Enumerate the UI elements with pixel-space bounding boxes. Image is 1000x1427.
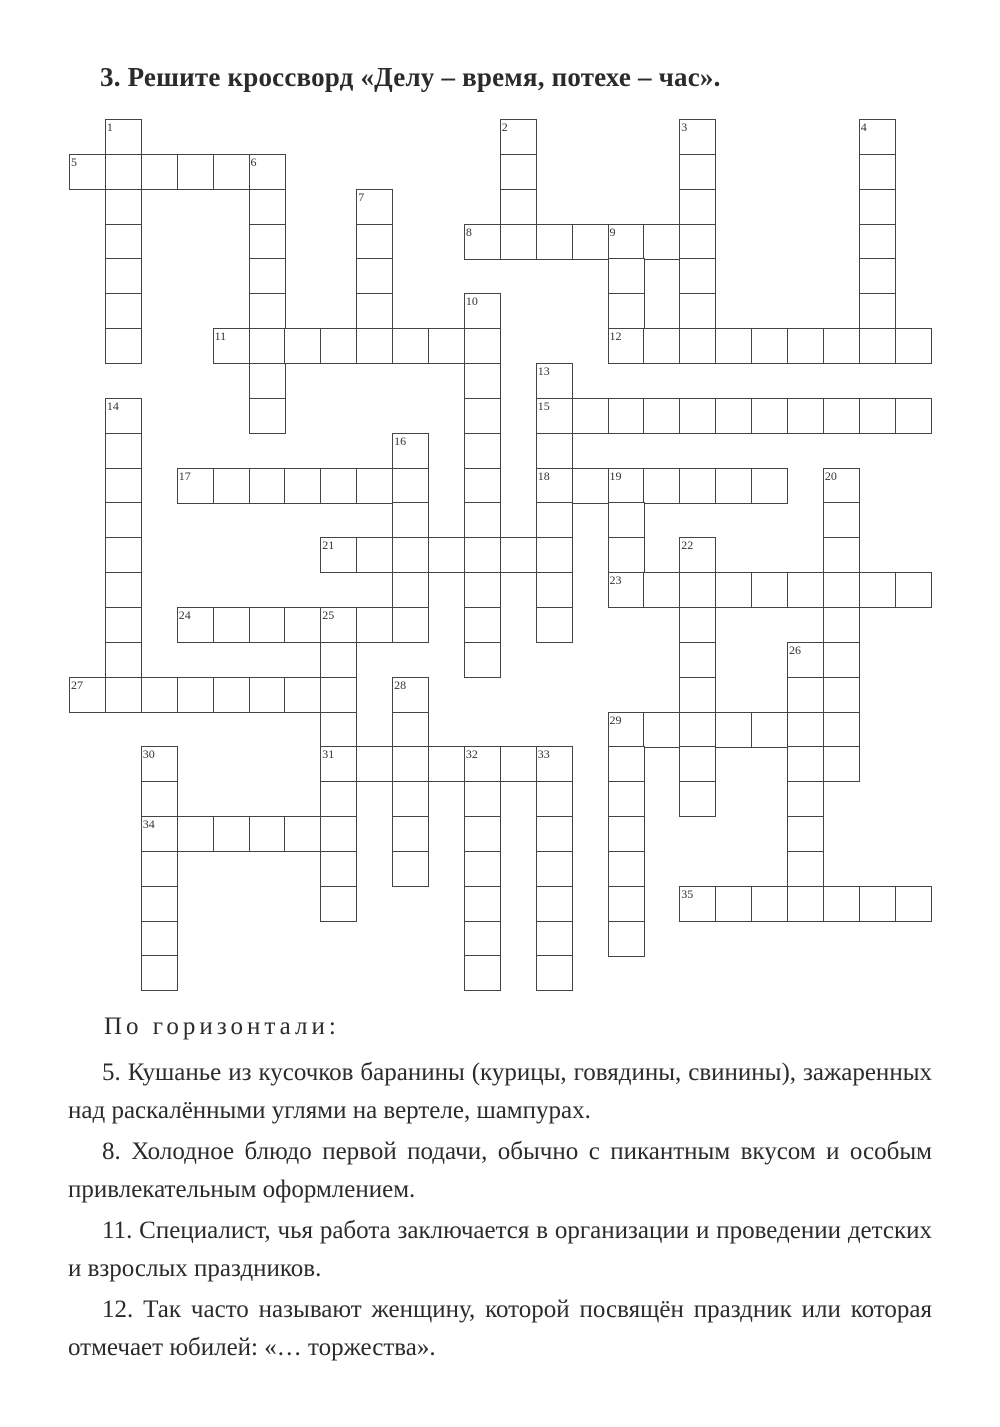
grid-cell[interactable]	[249, 468, 286, 504]
grid-cell[interactable]	[643, 328, 680, 364]
grid-cell[interactable]	[392, 746, 429, 782]
grid-cell[interactable]	[392, 607, 429, 643]
clue-number: 30	[142, 747, 155, 762]
grid-cell[interactable]	[105, 642, 142, 678]
grid-cell[interactable]	[464, 572, 501, 608]
grid-cell[interactable]	[500, 224, 537, 260]
grid-cell[interactable]	[320, 677, 357, 713]
grid-cell[interactable]	[105, 119, 142, 155]
grid-cell[interactable]	[823, 502, 860, 538]
grid-cell[interactable]	[392, 816, 429, 852]
grid-cell[interactable]	[679, 398, 716, 434]
clue-number: 34	[142, 817, 155, 831]
grid-cell[interactable]	[464, 537, 501, 573]
grid-cell[interactable]	[105, 154, 142, 190]
grid-cell[interactable]	[141, 851, 178, 887]
grid-cell[interactable]	[715, 328, 752, 364]
clue-number: 12	[609, 329, 622, 344]
grid-cell[interactable]	[249, 363, 286, 399]
grid-cell[interactable]	[787, 398, 824, 434]
grid-cell[interactable]	[392, 572, 429, 608]
grid-cell[interactable]	[249, 816, 286, 852]
grid-cell[interactable]	[572, 398, 609, 434]
grid-cell[interactable]	[428, 746, 465, 782]
clue-number: 23	[609, 573, 622, 587]
clue-number: 32	[465, 747, 478, 762]
grid-cell[interactable]	[679, 781, 716, 817]
grid-cell[interactable]	[823, 642, 860, 678]
grid-cell[interactable]	[464, 293, 501, 329]
grid-cell[interactable]	[608, 781, 645, 817]
grid-cell[interactable]	[500, 746, 537, 782]
grid-cell[interactable]	[572, 224, 609, 260]
grid-cell[interactable]	[320, 851, 357, 887]
grid-cell[interactable]	[105, 293, 142, 329]
grid-cell[interactable]	[715, 468, 752, 504]
grid-cell[interactable]	[751, 572, 788, 608]
grid-cell[interactable]	[141, 154, 178, 190]
grid-cell[interactable]	[787, 712, 824, 748]
grid-cell[interactable]	[105, 398, 142, 434]
clue-number: 2	[501, 120, 508, 134]
grid-cell[interactable]	[536, 502, 573, 538]
clue-number: 27	[71, 677, 83, 692]
grid-cell[interactable]	[105, 572, 142, 608]
grid-cell[interactable]	[859, 328, 896, 364]
grid-cell[interactable]	[715, 398, 752, 434]
grid-cell[interactable]	[464, 468, 501, 504]
grid-cell[interactable]	[823, 677, 860, 713]
grid-cell[interactable]	[823, 537, 860, 573]
grid-cell[interactable]	[859, 572, 896, 608]
grid-cell[interactable]	[787, 572, 824, 608]
grid-cell[interactable]	[177, 154, 214, 190]
grid-cell[interactable]	[608, 468, 645, 504]
grid-cell[interactable]	[751, 468, 788, 504]
grid-cell[interactable]	[177, 677, 214, 713]
grid-cell[interactable]	[895, 886, 932, 922]
clue-number: 6	[250, 154, 257, 169]
grid-cell[interactable]	[787, 816, 824, 852]
clue-number: 18	[537, 468, 550, 483]
grid-cell[interactable]	[392, 468, 429, 504]
grid-cell[interactable]	[464, 746, 501, 782]
grid-cell[interactable]	[536, 224, 573, 260]
grid-cell[interactable]	[141, 781, 178, 817]
grid-cell[interactable]	[536, 816, 573, 852]
grid-cell[interactable]	[787, 328, 824, 364]
clue-across-5: 5. Кушанье из кусочков баранины (курицы, говядины, свинины), зажаренных над раскалёнными углями на вертеле, шампурах.	[68, 1059, 932, 1124]
grid-cell[interactable]	[536, 851, 573, 887]
grid-cell[interactable]	[177, 816, 214, 852]
grid-cell[interactable]	[356, 746, 393, 782]
grid-cell[interactable]	[679, 677, 716, 713]
grid-cell[interactable]	[572, 468, 609, 504]
grid-cell[interactable]	[679, 642, 716, 678]
grid-cell[interactable]	[679, 189, 716, 225]
grid-cell[interactable]	[536, 746, 573, 782]
grid-cell[interactable]	[141, 955, 178, 991]
clue-number: 35	[681, 886, 694, 901]
clue-number: 28	[394, 677, 407, 692]
grid-cell[interactable]	[249, 398, 286, 434]
grid-cell[interactable]	[536, 607, 573, 643]
clue-number: 26	[789, 642, 801, 657]
grid-cell[interactable]	[679, 293, 716, 329]
grid-cell[interactable]	[679, 258, 716, 294]
grid-cell[interactable]	[608, 224, 645, 260]
grid-cell[interactable]	[679, 328, 716, 364]
grid-cell[interactable]	[141, 746, 178, 782]
grid-cell[interactable]	[392, 433, 429, 469]
grid-cell[interactable]	[823, 572, 860, 608]
clue-number: 8	[465, 224, 472, 239]
grid-cell[interactable]	[464, 224, 501, 260]
grid-cell[interactable]	[536, 886, 573, 922]
grid-cell[interactable]	[715, 572, 752, 608]
grid-cell[interactable]	[859, 886, 896, 922]
grid-cell[interactable]	[105, 537, 142, 573]
grid-cell[interactable]	[320, 468, 357, 504]
grid-cell[interactable]	[105, 328, 142, 364]
grid-cell[interactable]	[464, 642, 501, 678]
grid-cell[interactable]	[464, 921, 501, 957]
clue-number: 11	[214, 329, 227, 344]
grid-cell[interactable]	[787, 851, 824, 887]
clue-across-12: 12. Так часто называют женщину, которой посвящён праздник или которая отмечает юбилей: «… торжества».	[68, 1296, 932, 1361]
grid-cell[interactable]	[679, 224, 716, 260]
grid-cell[interactable]	[679, 468, 716, 504]
grid-cell[interactable]	[679, 119, 716, 155]
grid-cell[interactable]	[608, 293, 645, 329]
grid-cell[interactable]	[356, 224, 393, 260]
grid-cell[interactable]	[464, 781, 501, 817]
clue-number: 13	[537, 364, 550, 378]
grid-cell[interactable]	[213, 816, 250, 852]
grid-cell[interactable]	[249, 258, 286, 294]
grid-cell[interactable]	[608, 537, 645, 573]
grid-cell[interactable]	[608, 328, 645, 364]
grid-cell[interactable]	[464, 328, 501, 364]
grid-cell[interactable]	[213, 468, 250, 504]
grid-cell[interactable]	[536, 468, 573, 504]
grid-cell[interactable]	[787, 677, 824, 713]
grid-cell[interactable]	[356, 468, 393, 504]
grid-cell[interactable]	[213, 154, 250, 190]
grid-cell[interactable]	[787, 746, 824, 782]
grid-cell[interactable]	[141, 886, 178, 922]
grid-cell[interactable]	[859, 398, 896, 434]
grid-cell[interactable]	[141, 677, 178, 713]
grid-cell[interactable]	[213, 677, 250, 713]
clue-number: 24	[178, 607, 191, 622]
grid-cell[interactable]	[500, 537, 537, 573]
grid-cell[interactable]	[859, 224, 896, 260]
grid-cell[interactable]	[536, 537, 573, 573]
grid-cell[interactable]	[679, 712, 716, 748]
grid-cell[interactable]	[643, 398, 680, 434]
grid-cell[interactable]	[356, 607, 393, 643]
grid-cell[interactable]	[464, 363, 501, 399]
grid-cell[interactable]	[608, 816, 645, 852]
grid-cell[interactable]	[105, 502, 142, 538]
grid-cell[interactable]	[392, 677, 429, 713]
grid-cell[interactable]	[177, 468, 214, 504]
grid-cell[interactable]	[536, 955, 573, 991]
clue-number: 14	[106, 398, 119, 413]
grid-cell[interactable]	[464, 886, 501, 922]
grid-cell[interactable]	[392, 781, 429, 817]
clue-number: 29	[609, 712, 622, 727]
clue-number: 7	[358, 189, 365, 204]
grid-cell[interactable]	[356, 328, 393, 364]
grid-cell[interactable]	[500, 154, 537, 190]
grid-cell[interactable]	[464, 607, 501, 643]
grid-cell[interactable]	[859, 258, 896, 294]
grid-cell[interactable]	[249, 677, 286, 713]
grid-cell[interactable]	[823, 468, 860, 504]
grid-cell[interactable]	[895, 328, 932, 364]
grid-cell[interactable]	[895, 572, 932, 608]
grid-cell[interactable]	[823, 328, 860, 364]
grid-cell[interactable]	[500, 119, 537, 155]
clue-across-11: 11. Специалист, чья работа заключается в организации и проведении детских и взрослых праздников.	[68, 1217, 932, 1282]
grid-cell[interactable]	[859, 154, 896, 190]
grid-cell[interactable]	[536, 433, 573, 469]
clue-number: 20	[824, 468, 837, 483]
grid-cell[interactable]	[320, 781, 357, 817]
grid-cell[interactable]	[643, 468, 680, 504]
grid-cell[interactable]	[643, 224, 680, 260]
grid-cell[interactable]	[608, 886, 645, 922]
clue-number: 15	[537, 398, 550, 413]
grid-cell[interactable]	[679, 572, 716, 608]
grid-cell[interactable]	[392, 712, 429, 748]
grid-cell[interactable]	[895, 398, 932, 434]
grid-cell[interactable]	[392, 851, 429, 887]
grid-cell[interactable]	[536, 572, 573, 608]
grid-cell[interactable]	[608, 712, 645, 748]
grid-cell[interactable]	[213, 328, 250, 364]
clue-number: 22	[681, 538, 694, 553]
grid-cell[interactable]	[715, 712, 752, 748]
grid-cell[interactable]	[608, 502, 645, 538]
page-title: 3. Решите кроссворд «Делу – время, потехе – час».	[100, 62, 721, 92]
grid-cell[interactable]	[356, 189, 393, 225]
grid-cell[interactable]	[751, 712, 788, 748]
grid-cell[interactable]	[249, 607, 286, 643]
clue-number: 31	[322, 747, 335, 762]
clue-number: 21	[322, 538, 335, 553]
grid-cell[interactable]	[428, 328, 465, 364]
grid-cell[interactable]	[823, 607, 860, 643]
grid-cell[interactable]	[679, 886, 716, 922]
grid-cell[interactable]	[536, 363, 573, 399]
grid-cell[interactable]	[608, 921, 645, 957]
grid-cell[interactable]	[751, 886, 788, 922]
clue-number: 17	[178, 468, 191, 483]
grid-cell[interactable]	[213, 607, 250, 643]
grid-cell[interactable]	[464, 955, 501, 991]
grid-cell[interactable]	[320, 537, 357, 573]
clue-number: 16	[394, 433, 407, 448]
grid-cell[interactable]	[105, 607, 142, 643]
clue-number: 19	[609, 468, 622, 483]
grid-cell[interactable]	[536, 781, 573, 817]
grid-cell[interactable]	[823, 886, 860, 922]
grid-cell[interactable]	[428, 537, 465, 573]
grid-cell[interactable]	[643, 712, 680, 748]
grid-cell[interactable]	[787, 781, 824, 817]
grid-cell[interactable]	[787, 886, 824, 922]
clue-number: 25	[322, 607, 335, 622]
grid-cell[interactable]	[643, 572, 680, 608]
grid-cell[interactable]	[679, 607, 716, 643]
grid-cell[interactable]	[105, 258, 142, 294]
grid-cell[interactable]	[284, 468, 321, 504]
grid-cell[interactable]	[751, 328, 788, 364]
grid-cell[interactable]	[859, 119, 896, 155]
grid-cell[interactable]	[69, 677, 106, 713]
grid-cell[interactable]	[500, 189, 537, 225]
grid-cell[interactable]	[464, 816, 501, 852]
grid-cell[interactable]	[284, 677, 321, 713]
clue-number: 4	[860, 120, 867, 134]
grid-cell[interactable]	[859, 293, 896, 329]
grid-cell[interactable]	[823, 712, 860, 748]
grid-cell[interactable]	[249, 328, 286, 364]
grid-cell[interactable]	[608, 572, 645, 608]
grid-cell[interactable]	[679, 154, 716, 190]
grid-cell[interactable]	[356, 293, 393, 329]
grid-cell[interactable]	[105, 189, 142, 225]
grid-cell[interactable]	[751, 398, 788, 434]
grid-cell[interactable]	[823, 746, 860, 782]
grid-cell[interactable]	[320, 607, 357, 643]
clues-heading: По горизонтали:	[104, 1013, 340, 1040]
grid-cell[interactable]	[105, 224, 142, 260]
grid-cell[interactable]	[320, 816, 357, 852]
grid-cell[interactable]	[284, 607, 321, 643]
grid-cell[interactable]	[320, 886, 357, 922]
grid-cell[interactable]	[141, 816, 178, 852]
grid-cell[interactable]	[464, 433, 501, 469]
grid-cell[interactable]	[69, 154, 106, 190]
grid-cell[interactable]	[464, 851, 501, 887]
grid-cell[interactable]	[249, 293, 286, 329]
grid-cell[interactable]	[464, 398, 501, 434]
grid-cell[interactable]	[249, 189, 286, 225]
grid-cell[interactable]	[249, 154, 286, 190]
grid-cell[interactable]	[679, 537, 716, 573]
clue-number: 10	[465, 294, 478, 309]
grid-cell[interactable]	[392, 537, 429, 573]
grid-cell[interactable]	[608, 398, 645, 434]
grid-cell[interactable]	[356, 258, 393, 294]
grid-cell[interactable]	[536, 921, 573, 957]
grid-cell[interactable]	[320, 328, 357, 364]
clue-number: 5	[71, 154, 77, 169]
grid-cell[interactable]	[320, 746, 357, 782]
grid-cell[interactable]	[608, 851, 645, 887]
grid-cell[interactable]	[787, 642, 824, 678]
grid-cell[interactable]	[105, 433, 142, 469]
grid-cell[interactable]	[536, 398, 573, 434]
grid-cell[interactable]	[392, 502, 429, 538]
grid-cell[interactable]	[284, 816, 321, 852]
grid-cell[interactable]	[105, 468, 142, 504]
grid-cell[interactable]	[464, 502, 501, 538]
grid-cell[interactable]	[859, 189, 896, 225]
grid-cell[interactable]	[320, 712, 357, 748]
grid-cell[interactable]	[392, 328, 429, 364]
grid-cell[interactable]	[105, 677, 142, 713]
clue-number: 9	[609, 224, 616, 239]
grid-cell[interactable]	[141, 921, 178, 957]
grid-cell[interactable]	[177, 607, 214, 643]
grid-cell[interactable]	[715, 886, 752, 922]
clue-number: 33	[537, 747, 550, 762]
clue-across-8: 8. Холодное блюдо первой подачи, обычно с пикантным вкусом и особым привлекательным оформлением.	[68, 1138, 932, 1203]
grid-cell[interactable]	[608, 746, 645, 782]
grid-cell[interactable]	[679, 746, 716, 782]
grid-cell[interactable]	[356, 537, 393, 573]
grid-cell[interactable]	[320, 642, 357, 678]
grid-cell[interactable]	[608, 258, 645, 294]
clue-number: 3	[681, 120, 688, 134]
grid-cell[interactable]	[249, 224, 286, 260]
clue-number: 1	[106, 120, 113, 134]
grid-cell[interactable]	[284, 328, 321, 364]
grid-cell[interactable]	[823, 398, 860, 434]
